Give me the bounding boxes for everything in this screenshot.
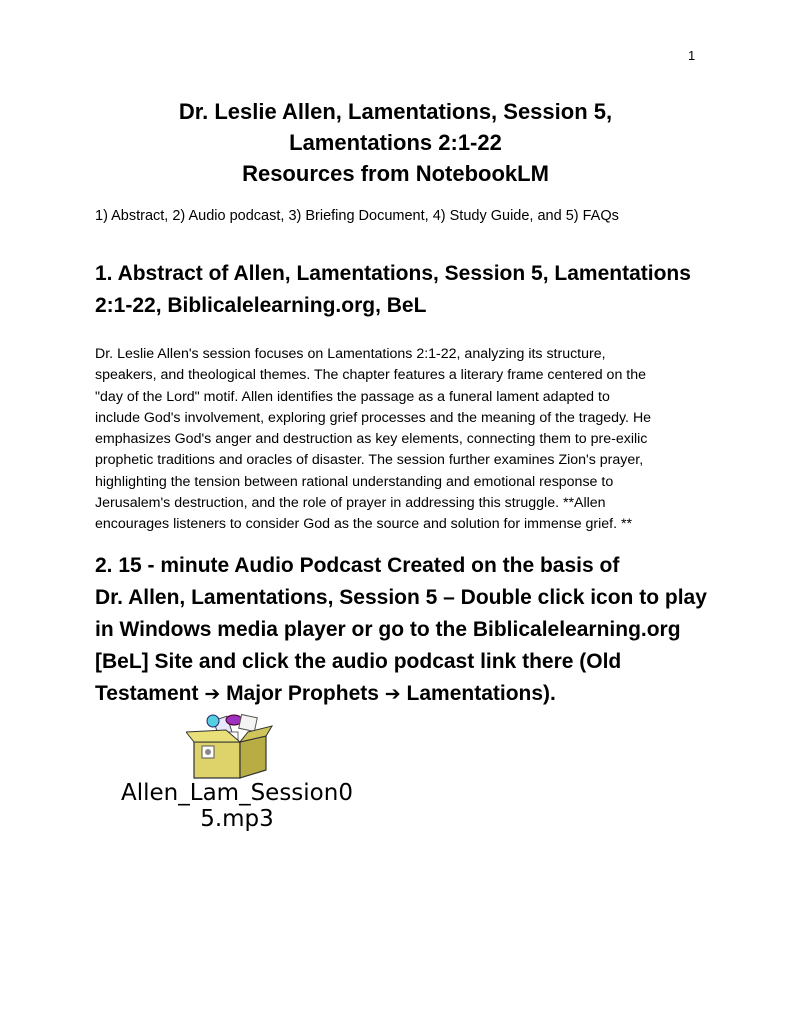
package-icon[interactable] [186,712,276,782]
title-line-1: Dr. Leslie Allen, Lamentations, Session 5, [178,99,613,124]
abstract-line: Jerusalem's destruction, and the role of prayer in addressing this struggle. **Allen [95,495,606,512]
page-number: 1 [688,48,696,63]
section-2-heading-line-4: [BeL] Site and click the audio podcast link there (Old [95,650,622,673]
abstract-line: encourages listeners to consider God as the source and solution for immense grief. ** [95,516,633,533]
section-2-heading-line-1: 2. 15 - minute Audio Podcast Created on the basis of [95,554,620,577]
title-line-3: Resources from NotebookLM [242,161,549,186]
section-1-heading-line-1: 1. Abstract of Allen, Lamentations, Session 5, Lamentations [95,262,691,285]
section-2-heading-line-5 [95,678,707,710]
abstract-line: speakers, and theological themes. The chapter features a literary frame centered on the [95,367,646,384]
audio-file-label[interactable] [92,780,382,832]
title-line-2: Lamentations 2:1-22 [289,130,502,155]
arrow-right-icon: ➔ [384,683,401,705]
section-2-heading [95,550,707,710]
breadcrumb-testament: Testament [95,682,205,705]
document-title [0,96,791,189]
resources-list: 1) Abstract, 2) Audio podcast, 3) Briefing Document, 4) Study Guide, and 5) FAQs [95,208,619,224]
abstract-line: prophetic traditions and oracles of disaster. The session further examines Zion's prayer, [95,452,644,469]
section-2-heading-line-3: in Windows media player or go to the Biblicalelearning.org [95,618,681,641]
breadcrumb-lamentations: Lamentations). [400,682,556,705]
abstract-line: highlighting the tension between rational understanding and emotional response to [95,473,614,490]
audio-filename-line-2: 5.mp3 [200,806,274,832]
section-1-heading-line-2: 2:1-22, Biblicalelearning.org, BeL [95,294,427,317]
audio-filename-line-1: Allen_Lam_Session0 [121,780,353,806]
abstract-line: include God's involvement, exploring grief processes and the meaning of the tragedy. He [95,409,652,426]
breadcrumb-major-prophets: Major Prophets [220,682,385,705]
abstract-line: "day of the Lord" motif. Allen identifies the passage as a funeral lament adapted to [95,388,610,405]
section-2-heading-line-2: Dr. Allen, Lamentations, Session 5 – Double click icon to play [95,586,707,609]
abstract-line: Dr. Leslie Allen's session focuses on Lamentations 2:1-22, analyzing its structure, [95,346,606,362]
abstract-text [95,344,715,536]
arrow-right-icon: ➔ [204,683,221,705]
section-1-heading [95,258,691,322]
abstract-line: emphasizes God's anger and destruction as key elements, connecting them to pre-exilic [95,431,648,448]
